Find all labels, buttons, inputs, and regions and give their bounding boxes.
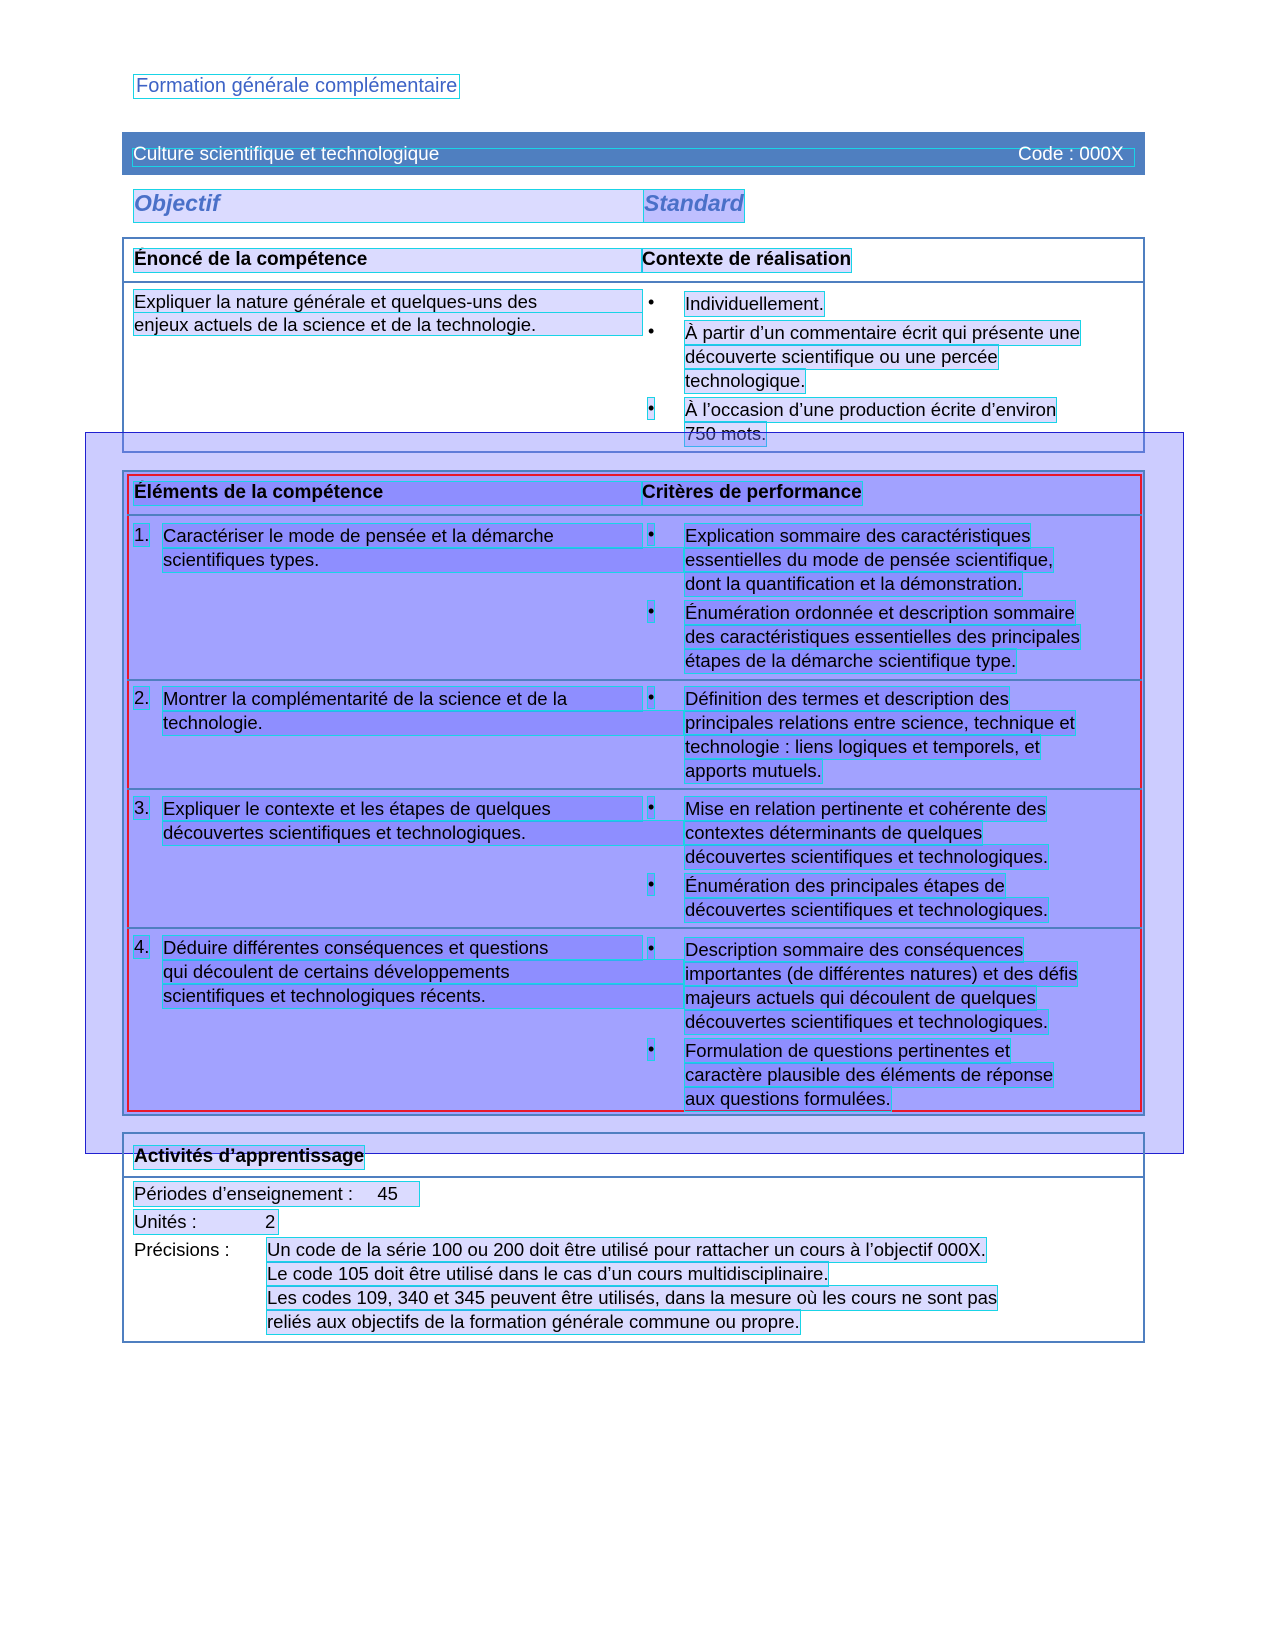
criterion-4-2-line-3: aux questions formulées. [685,1088,891,1109]
criterion-1-2-line-3: étapes de la démarche scientifique type. [685,650,1017,671]
criterion-3-2-line-2: découvertes scientifiques et technologiques. [685,899,1049,920]
criterion-1-1-line-1: Explication sommaire des caractéristiques [685,525,1031,546]
precisions-line-1: Un code de la série 100 ou 200 doit être utilisé pour rattacher un cours à l’objectif 000X. [267,1239,986,1260]
contexte-bullet-3: • [648,398,655,418]
unites-value: 2 [265,1211,276,1232]
enonce-text-line-2: enjeux actuels de la science et de la technologie. [134,313,642,335]
criterion-2-1-line-3: technologie : liens logiques et temporels, et [685,736,1040,757]
criterion-1-2-bullet: • [648,601,655,621]
course-code: Code : 000X [1018,144,1124,165]
criterion-4-2-bullet: • [648,1039,655,1059]
criterion-1-1-bullet: • [648,524,655,544]
unites-row [134,1210,278,1234]
element-4-line-1: Déduire différentes conséquences et questions [163,936,642,960]
enonce-col-right: Contexte de réalisation [642,249,852,270]
elements-header-rule [127,514,1142,516]
contexte-2-line-2: découverte scientifique ou une percée [685,346,998,367]
enonce-header-rule [122,281,1145,283]
element-4-line-2: qui découlent de certains développements [163,960,683,984]
element-3-line-1: Expliquer le contexte et les étapes de quelques [163,797,642,821]
activites-title: Activités d’apprentissage [134,1146,365,1167]
criterion-4-1-line-2: importantes (de différentes natures) et des défis [685,963,1078,984]
criterion-3-1-line-3: découvertes scientifiques et technologiques. [685,846,1049,867]
element-3-line-2: découvertes scientifiques et technologiques. [163,821,683,845]
criterion-2-1-line-2: principales relations entre science, technique et [685,712,1075,733]
element-2-line-1: Montrer la complémentarité de la science et de la [163,687,642,711]
document-title: Formation générale complémentaire [136,75,458,97]
criterion-3-2-bullet: • [648,874,655,894]
enonce-col-left: Énoncé de la compétence [134,249,642,272]
elements-col-right: Critères de performance [642,482,862,503]
periodes-row [134,1182,419,1206]
criterion-4-2-line-2: caractère plausible des éléments de réponse [685,1064,1054,1085]
criterion-2-1-line-4: apports mutuels. [685,760,822,781]
criterion-1-1-line-3: dont la quantification et la démonstration. [685,573,1023,594]
criterion-3-1-bullet: • [648,797,655,817]
element-2-line-2: technologie. [163,711,683,735]
criterion-2-1-line-1: Définition des termes et description des [685,688,1009,709]
activites-header-rule [122,1176,1145,1178]
criterion-1-2-line-1: Énumération ordonnée et description sommaire [685,602,1075,623]
contexte-bullet-1: • [648,292,655,312]
element-2-number: 2. [134,687,150,708]
contexte-bullet-2: • [648,321,655,341]
row-rule-1 [127,679,1142,681]
precisions-line-2: Le code 105 doit être utilisé dans le cas d’un cours multidisciplinaire. [267,1263,829,1284]
precisions-label: Précisions : [134,1239,230,1260]
elements-col-left: Éléments de la compétence [134,482,642,505]
element-4-number: 4. [134,936,150,957]
criterion-3-1-line-1: Mise en relation pertinente et cohérente des [685,798,1046,819]
course-title: Culture scientifique et technologique [133,144,440,165]
criterion-4-1-line-1: Description sommaire des conséquences [685,939,1024,960]
periodes-label: Périodes d’enseignement : [134,1183,354,1204]
criterion-1-1-line-2: essentielles du mode de pensée scientifique, [685,549,1054,570]
row-rule-3 [127,927,1142,929]
objectif-heading: Objectif [134,190,744,222]
contexte-3-line-1: À l’occasion d’une production écrite d’environ [685,399,1057,420]
precisions-line-3: Les codes 109, 340 et 345 peuvent être utilisés, dans la mesure où les cours ne sont pas [267,1287,998,1308]
criterion-4-1-bullet: • [648,938,655,958]
criterion-2-1-bullet: • [648,687,655,707]
enonce-text-line-1: Expliquer la nature générale et quelques-uns des [134,290,642,312]
element-4-line-3: scientifiques et technologiques récents. [163,984,683,1008]
criterion-3-1-line-2: contextes déterminants de quelques [685,822,983,843]
element-1-line-2: scientifiques types. [163,548,683,572]
criterion-4-1-line-4: découvertes scientifiques et technologiques. [685,1011,1049,1032]
precisions-line-4: reliés aux objectifs de la formation générale commune ou propre. [267,1311,800,1332]
contexte-2-line-3: technologique. [685,370,806,391]
unites-label: Unités : [134,1211,197,1232]
element-1-number: 1. [134,524,150,545]
contexte-2-line-1: À partir d’un commentaire écrit qui présente une [685,322,1080,343]
row-rule-2 [127,788,1142,790]
criterion-3-2-line-1: Énumération des principales étapes de [685,875,1005,896]
standard-heading: Standard [644,190,744,222]
periodes-value: 45 [377,1183,398,1204]
element-1-line-1: Caractériser le mode de pensée et la démarche [163,524,642,548]
criterion-1-2-line-2: des caractéristiques essentielles des principales [685,626,1080,647]
contexte-1-line-1: Individuellement. [685,293,824,314]
element-3-number: 3. [134,797,150,818]
criterion-4-1-line-3: majeurs actuels qui découlent de quelques [685,987,1036,1008]
contexte-3-line-2: 750 mots. [685,423,767,444]
criterion-4-2-line-1: Formulation de questions pertinentes et [685,1040,1010,1061]
